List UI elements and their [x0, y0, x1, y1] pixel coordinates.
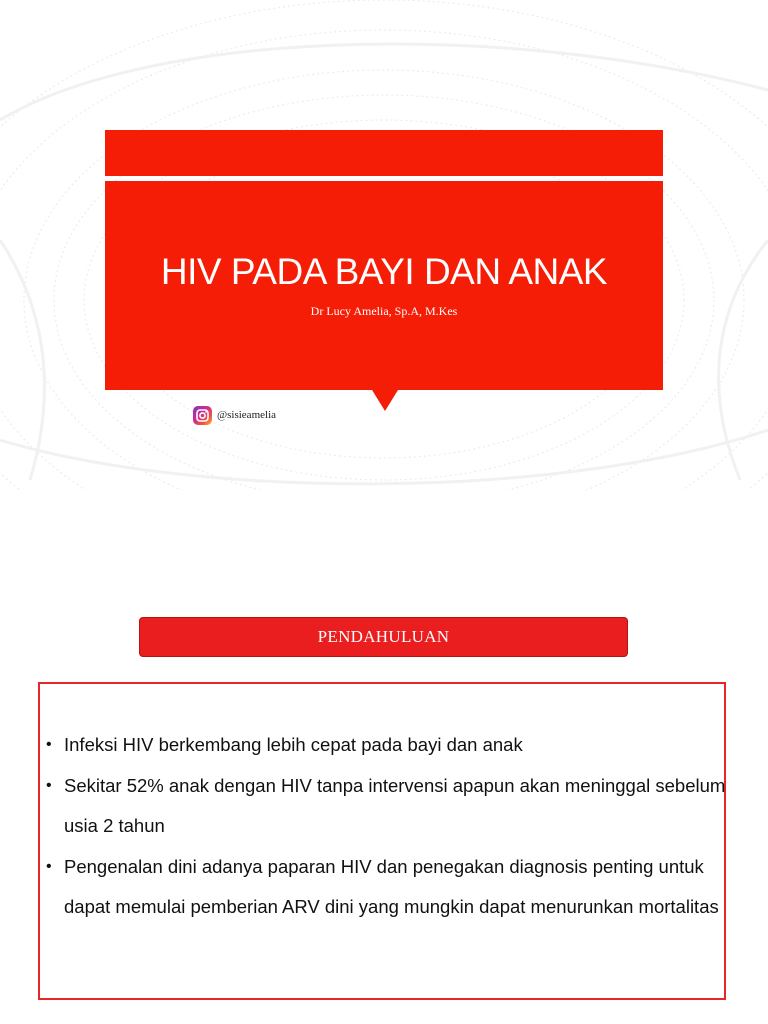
list-item	[46, 725, 726, 766]
bullet-list	[46, 725, 726, 928]
bullet-symbol: •	[46, 857, 52, 875]
list-item-text: Sekitar 52% anak dengan HIV tanpa intervensi apapun akan meninggal sebelum usia 2 tahun	[64, 774, 726, 836]
list-item	[46, 847, 726, 928]
title-pointer-triangle	[372, 390, 398, 411]
content-slide	[0, 490, 768, 1024]
instagram-handle: @sisieamelia	[217, 409, 277, 421]
slide-subtitle: Dr Lucy Amelia, Sp.A, M.Kes	[310, 304, 458, 318]
bullet-symbol: •	[46, 776, 52, 794]
instagram-icon	[193, 406, 212, 425]
list-item-text: Infeksi HIV berkembang lebih cepat pada bayi dan anak	[64, 734, 523, 755]
slide-title: HIV PADA BAYI DAN ANAK	[160, 251, 608, 292]
section-title: PENDAHULUAN	[139, 617, 628, 657]
header-band	[105, 130, 663, 176]
title-slide	[0, 0, 768, 490]
bullet-symbol: •	[46, 736, 52, 753]
title-box	[105, 181, 663, 390]
content-box	[38, 682, 726, 1000]
social-handle	[193, 405, 276, 425]
list-item-text: Pengenalan dini adanya paparan HIV dan penegakan diagnosis penting untuk dapat memulai pemberian ARV dini yang mungkin dapat menurunkan mortalitas	[64, 855, 719, 917]
list-item	[46, 766, 726, 847]
